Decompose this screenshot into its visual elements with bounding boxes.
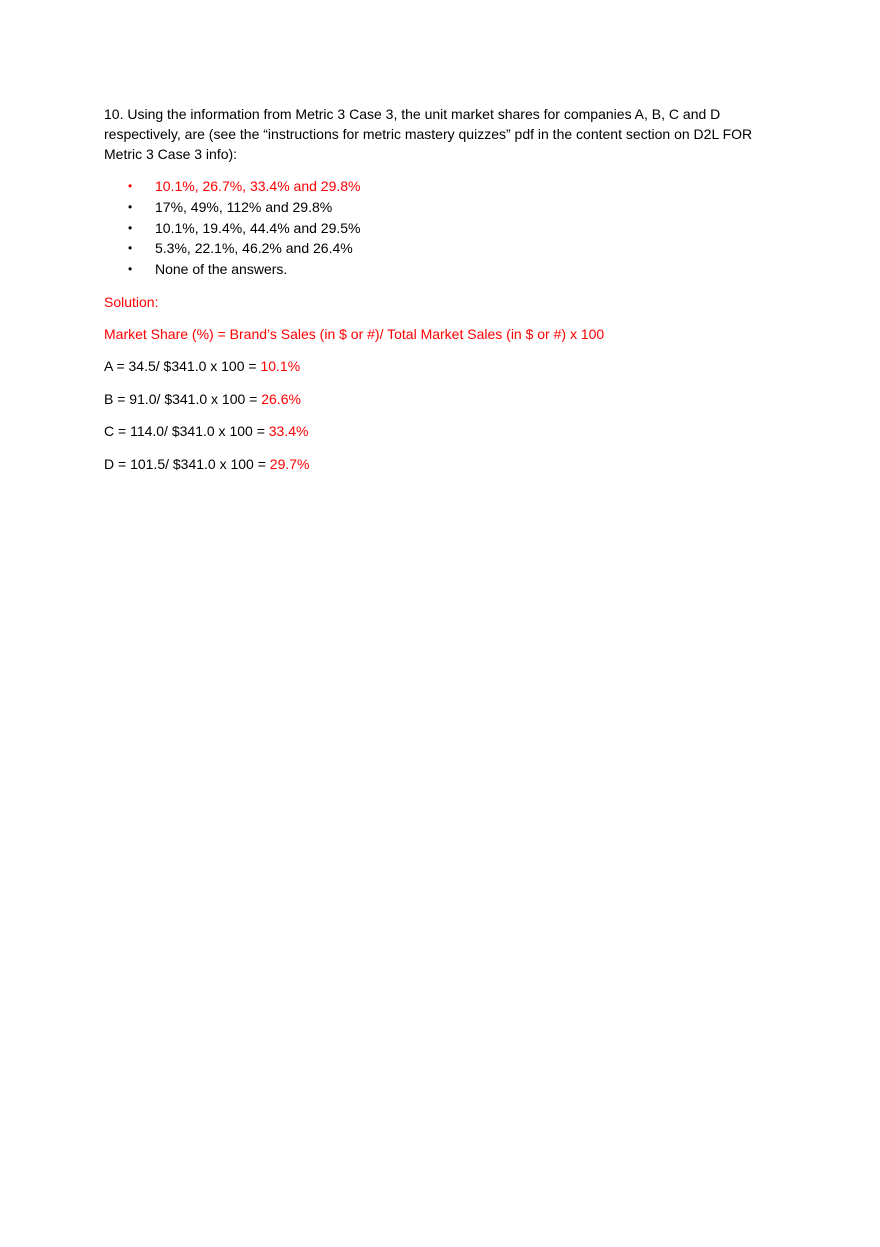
calculation-expression: D = 101.5/ $341.0 x 100 = bbox=[104, 455, 270, 472]
calculation-line bbox=[104, 389, 764, 409]
bullet-icon: • bbox=[128, 241, 133, 256]
answer-option-text: 10.1%, 26.7%, 33.4% and 29.8% bbox=[155, 178, 361, 194]
solution-heading: Solution: bbox=[104, 293, 159, 310]
answer-option-text: None of the answers. bbox=[155, 261, 288, 278]
answer-option bbox=[104, 259, 764, 280]
calculation-line bbox=[104, 356, 764, 376]
calculation-result: 26.6% bbox=[261, 390, 301, 407]
bullet-icon: • bbox=[128, 262, 133, 277]
calculation-result: 29.7% bbox=[269, 455, 310, 472]
calculation-line bbox=[104, 421, 764, 441]
answer-option-text: 17%, 49%, 112% and 29.8% bbox=[155, 198, 333, 215]
answer-option bbox=[104, 176, 764, 197]
answer-option bbox=[104, 238, 764, 259]
bullet-icon: • bbox=[128, 199, 133, 214]
bullet-icon: • bbox=[128, 179, 133, 193]
calculation-expression: C = 114.0/ $341.0 x 100 = bbox=[104, 423, 269, 440]
bullet-icon: • bbox=[128, 220, 133, 235]
calculation-result: 33.4% bbox=[268, 423, 309, 440]
answer-option-text: 5.3%, 22.1%, 46.2% and 26.4% bbox=[155, 240, 353, 257]
calculation-line bbox=[104, 454, 764, 474]
page-content bbox=[104, 104, 764, 474]
calculation-expression: A = 34.5/ $341.0 x 100 = bbox=[104, 358, 261, 375]
answer-option-text: 10.1%, 19.4%, 44.4% and 29.5% bbox=[155, 219, 361, 236]
answer-option bbox=[104, 218, 764, 239]
calculation-expression: B = 91.0/ $341.0 x 100 = bbox=[104, 390, 262, 407]
question-text: 10. Using the information from Metric 3 Case 3, the unit market shares for companies A, B, C and D respectively, are (see the “instructions for metric mastery quizzes” pdf in the content section on D2L FOR Metric 3 Case 3 info): bbox=[104, 106, 753, 162]
answer-option bbox=[104, 197, 764, 218]
solution-formula: Market Share (%) = Brand’s Sales (in $ or #)/ Total Market Sales (in $ or #) x 100 bbox=[104, 325, 605, 342]
calculation-result: 10.1% bbox=[260, 358, 301, 375]
answer-options bbox=[104, 176, 764, 280]
